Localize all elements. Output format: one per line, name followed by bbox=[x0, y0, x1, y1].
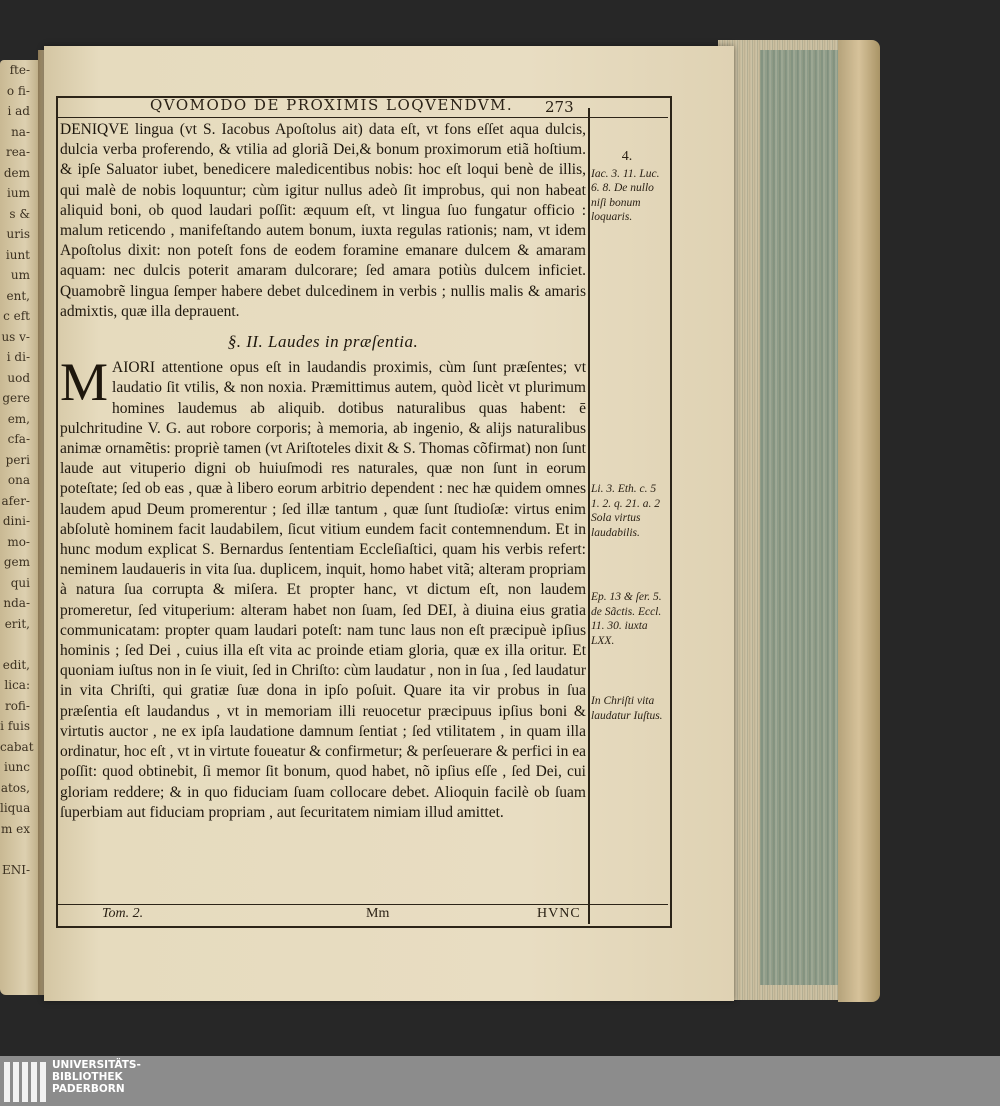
previous-page-fragment: iunc bbox=[3, 760, 30, 774]
previous-page-fragment: qui bbox=[10, 575, 30, 590]
previous-page-fragment: nda- bbox=[3, 596, 30, 610]
previous-page-fragment: em, bbox=[7, 411, 30, 426]
previous-page-text bbox=[0, 60, 34, 880]
previous-page-fragment: o fi- bbox=[6, 83, 30, 98]
previous-page-fragment: cabat bbox=[0, 739, 34, 754]
previous-page-fragment: ona bbox=[7, 473, 30, 487]
library-logo-icon bbox=[4, 1062, 46, 1102]
book-cover-edge bbox=[838, 40, 880, 1002]
previous-page-fragment: uris bbox=[6, 227, 30, 241]
previous-page-fragment: c eft bbox=[3, 309, 30, 323]
paragraph-1: DENIQVE lingua (vt S. Iacobus Apoſtolus ait) data eſt, vt fons eſſet aqua dulcis, dulcia verba proferendo, & vtilia ad gloriã Dei,& bonum proximorum etiã hoſtium. & ipſe Saluator iubet, benedicere maledicentibus nobis: hoc eſt loqui benè de illis, qui malè de nobis loquuntur; cùm igitur nullus adeò ſit improbus, qui non habeat aliquid boni, ob quod laudari poſſit: æquum eſt, vt lingua ſuo fungatur officio : malum reticendo , manifeſtando autem bonum, iuxta regulas rationis; nam, vt idem Apoſtolus dixit: non poteſt fons de eodem foramine emanare dulcem & amaram aquam: nec dulcis poterit amaram dulcorare; ſed amara potiùs dulcem inficiet. Quamobrẽ lingua ſemper habere debet dulcedinem in verbis ; nullis malis & amaris admixtis, quæ illa deprauent. bbox=[60, 121, 586, 320]
marginal-note-3 bbox=[591, 590, 663, 648]
previous-page-fragment: atos, bbox=[0, 780, 30, 795]
previous-page-fragment: i di- bbox=[6, 350, 30, 364]
marginal-note-2 bbox=[591, 482, 663, 540]
catchword: HVNC bbox=[537, 906, 581, 921]
previous-page-fragment: cfa- bbox=[7, 432, 30, 446]
previous-page-fragment: gem bbox=[3, 555, 30, 569]
marginal-note-text: Li. 3. Eth. c. 5 1. 2. q. 21. a. 2 Sola virtus laudabilis. bbox=[591, 483, 660, 539]
previous-page-fragment: rea- bbox=[5, 145, 30, 159]
marginal-note-text: Iac. 3. 11. Luc. 6. 8. De nullo niſi bonum loquaris. bbox=[591, 167, 660, 223]
marginal-number: 4. bbox=[621, 149, 633, 164]
library-banner bbox=[0, 1056, 1000, 1106]
previous-page-fragment: rofi- bbox=[4, 698, 30, 713]
previous-page-fragment: dini- bbox=[2, 514, 30, 528]
page-edges-colored bbox=[760, 50, 845, 985]
previous-page-fragment: lica: bbox=[4, 678, 30, 692]
previous-page-fragment: fte- bbox=[9, 63, 30, 77]
previous-page-fragment: ium bbox=[7, 186, 30, 200]
previous-page-fragment: s & bbox=[9, 206, 30, 221]
previous-page-fragment: afer- bbox=[1, 493, 30, 508]
previous-page-fragment: m ex bbox=[0, 821, 30, 836]
previous-page-fragment bbox=[0, 634, 30, 655]
marginal-note-1 bbox=[591, 150, 663, 225]
marginal-note-text: In Chriſti vita laudatur Iuſtus. bbox=[591, 695, 663, 722]
body-text bbox=[60, 120, 586, 823]
drop-cap: M bbox=[60, 352, 109, 413]
margin-rule bbox=[588, 108, 590, 924]
library-name-line-3: PADERBORN bbox=[52, 1083, 125, 1095]
previous-page-fragment: peri bbox=[5, 452, 30, 467]
previous-page-fragment: edit, bbox=[2, 657, 30, 672]
paragraph-2 bbox=[60, 352, 586, 823]
previous-page-fragment: dem bbox=[3, 165, 30, 180]
library-name-line-1: UNIVERSITÄTS- bbox=[52, 1059, 141, 1071]
previous-page-fragment: uod bbox=[7, 370, 30, 385]
previous-page-fragment: ent, bbox=[6, 288, 30, 303]
paragraph-2-text: AIORI attentione opus eſt in laudandis proximis, cùm ſunt præſentes; vt laudatio ſit vtilis, & non noxia. Præmittimus autem, quòd licèt vt plurimum homines laudemus ab aliquib. dotibus naturalibus quas habent: ē pulchritudine V. G. aut robore corporis; à memoria, ab ingenio, & alijs naturalibus animæ ornamẽtis: propriè tamen (vt Ariſtoteles dixit & S. Thomas cõfirmat) non ſunt laude aut vituperio digni ob huiuſmodi res naturales, quæ non ſunt in eorum poteſtate; ſed ob eas , quæ à libero eorum arbitrio dependent : nec hæ quidem omnes laudem apud Deum promerentur ; ſed illæ tantum , quæ ſunt ſtudioſæ: virtus enim abſolutè hominem facit laudabilem, ſicut vitium eundem facit contemnendum. Et in hunc modum explicat S. Bernardus ſententiam Eccleſiaſtici, quam his verbis refert: neminem laudaueris in vita ſua. duplicem, inquit, homo habet vitã; alteram propriam à natura ſua corrupta & miſera. Et propter hanc, vt dictum eſt, non laudem promeretur, ſed vituperium: alteram habet non ſuam, ſed DEI, à diuina eius gratia communicatam: propter quam laudari poteſt: nam tunc laus non eſt præcipuè ipſius hominis ; ſed Dei , cuius illa eſt vita ac proinde etiam gloria, quæ ex illa oritur. Et quoniam iuſtus non in ſe viuit, ſed in Chriſto: cùm laudatur , non in ſua , ſed laudatur in vita Chriſti, qui gratiæ ſuæ dona in ipſo poſuit. Quare ita vir probus in ſua præſentia eſt laudandus , vt in memoriam illi reuocetur præcipuus ipſius boni & virtutis auctor , ne ex ipſa laudatione damnum ſentiat ; ſed vtilitatem , in quam illa ordinatur, hoc eſt , vt in virtute foueatur & confirmetur; & perſeuerare & perfici in ea poſſit: quod obtinebit, ſi memor ſit bonum, quod habet, nõ ipſius eſſe , ſed Dei, cui gloriam reddere; & in quo fiduciam ſuam collocare debet. Alioquin facilè ob ſuam ſuperbiam aut fiduciam propriam , aut ſecuritatem nimiam illud amittet. bbox=[60, 359, 586, 821]
previous-page-fragment: gere bbox=[2, 391, 30, 405]
marginal-note-4 bbox=[591, 694, 663, 723]
previous-page-fragment: us v- bbox=[1, 329, 30, 344]
library-name bbox=[52, 1059, 141, 1095]
section-title: §. II. Laudes in præſentia. bbox=[227, 332, 419, 352]
signature-mark: Mm bbox=[366, 906, 390, 921]
previous-page-fragment: iunt bbox=[5, 247, 30, 262]
volume-mark: Tom. 2. bbox=[102, 906, 144, 921]
previous-page-fragment: erit, bbox=[4, 616, 30, 631]
marginal-note-text: Ep. 13 & ſer. 5. de Sãctis. Eccl. 11. 30. iuxta LXX. bbox=[591, 591, 662, 647]
page-number: 273 bbox=[545, 98, 574, 116]
previous-page-fragment: um bbox=[10, 268, 30, 282]
footer-rule bbox=[56, 904, 668, 905]
previous-page-fragment: mo- bbox=[7, 534, 30, 549]
library-name-line-2: BIBLIOTHEK bbox=[52, 1071, 123, 1083]
previous-page-fragment: ENI- bbox=[1, 862, 30, 877]
previous-page-fragment: liqua bbox=[0, 801, 31, 815]
previous-page-fragment: na- bbox=[11, 124, 30, 139]
header-rule bbox=[56, 117, 668, 118]
previous-page-fragment: i ad bbox=[7, 104, 30, 118]
previous-page-fragment bbox=[0, 839, 30, 860]
previous-page-fragment: i fuis bbox=[0, 719, 30, 733]
running-title: QVOMODO DE PROXIMIS LOQVENDVM. bbox=[150, 96, 514, 114]
